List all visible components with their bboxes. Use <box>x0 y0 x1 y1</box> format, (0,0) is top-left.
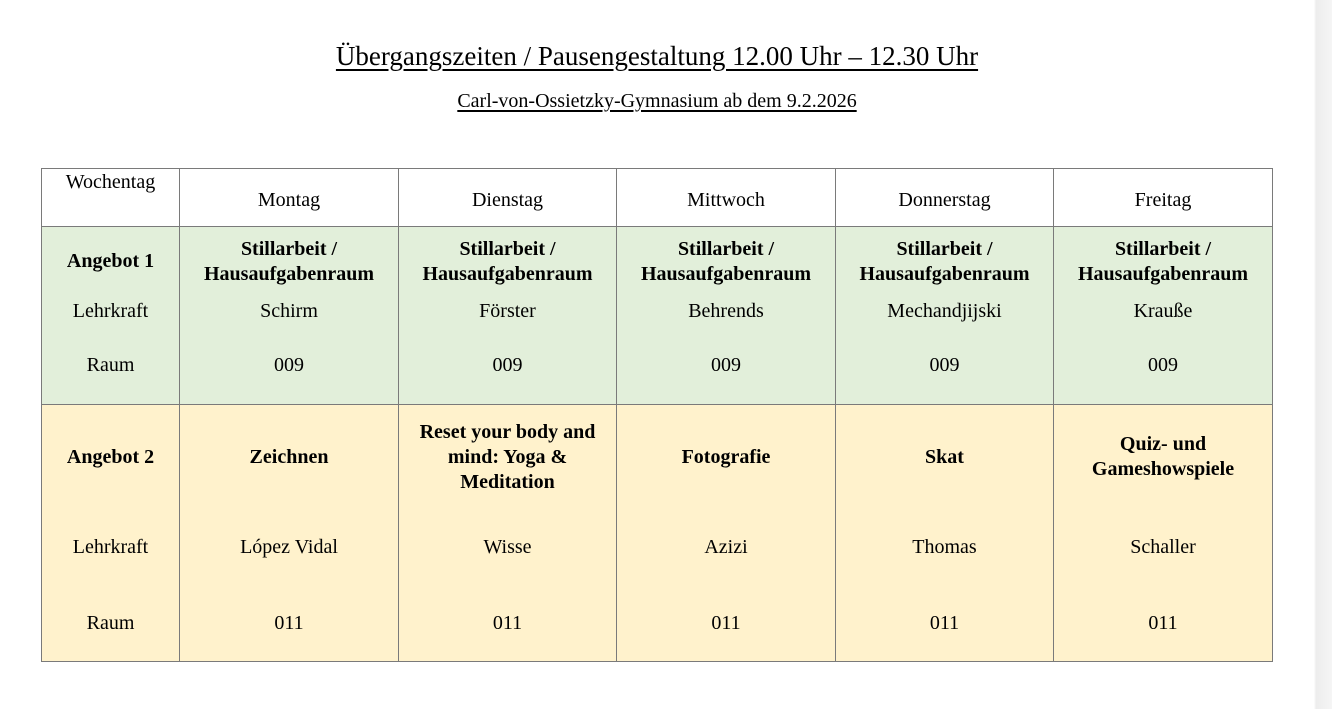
teacher-label: Lehrkraft <box>42 510 180 586</box>
offer2-wednesday: Fotografie <box>617 405 836 510</box>
offer2-thursday: Skat <box>836 405 1054 510</box>
teacher-cell: Schirm <box>180 297 399 327</box>
room-cell: 011 <box>1054 586 1273 662</box>
day-header-friday: Freitag <box>1054 169 1273 227</box>
room-label: Raum <box>42 327 180 405</box>
teacher-cell: Thomas <box>836 510 1054 586</box>
room-cell: 009 <box>836 327 1054 405</box>
room-cell: 009 <box>617 327 836 405</box>
day-header-thursday: Donnerstag <box>836 169 1054 227</box>
room-cell: 011 <box>399 586 617 662</box>
teacher-cell: Azizi <box>617 510 836 586</box>
room-cell: 011 <box>180 586 399 662</box>
offer2-tuesday: Reset your body and mind: Yoga & Meditation <box>399 405 617 510</box>
offer1-teacher-row <box>42 297 1273 327</box>
offer2-row <box>42 405 1273 510</box>
page-title: Übergangszeiten / Pausengestaltung 12.00 Uhr – 12.30 Uhr <box>335 41 979 71</box>
room-cell: 009 <box>1054 327 1273 405</box>
offer1-monday: Stillarbeit / Hausaufgabenraum <box>180 227 399 297</box>
day-header-wednesday: Mittwoch <box>617 169 836 227</box>
header-row <box>42 169 1273 227</box>
offer1-tuesday: Stillarbeit / Hausaufgabenraum <box>399 227 617 297</box>
room-cell: 009 <box>399 327 617 405</box>
schedule-table <box>41 168 1273 662</box>
teacher-cell: Behrends <box>617 297 836 327</box>
offer1-row <box>42 227 1273 297</box>
offer1-label: Angebot 1 <box>42 227 180 297</box>
day-header-tuesday: Dienstag <box>399 169 617 227</box>
offer2-monday: Zeichnen <box>180 405 399 510</box>
teacher-cell: Schaller <box>1054 510 1273 586</box>
offer1-wednesday: Stillarbeit / Hausaufgabenraum <box>617 227 836 297</box>
teacher-cell: Förster <box>399 297 617 327</box>
teacher-cell: Krauße <box>1054 297 1273 327</box>
room-label: Raum <box>42 586 180 662</box>
offer2-friday: Quiz- und Gameshowspiele <box>1054 405 1273 510</box>
page-subtitle: Carl-von-Ossietzky-Gymnasium ab dem 9.2.2026 <box>457 90 857 112</box>
weekday-header: Wochentag <box>42 169 180 227</box>
teacher-cell: Mechandjijski <box>836 297 1054 327</box>
teacher-label: Lehrkraft <box>42 297 180 327</box>
offer1-room-row <box>42 327 1273 405</box>
room-cell: 011 <box>617 586 836 662</box>
room-cell: 009 <box>180 327 399 405</box>
offer2-room-row <box>42 586 1273 662</box>
room-cell: 011 <box>836 586 1054 662</box>
teacher-cell: Wisse <box>399 510 617 586</box>
offer2-label: Angebot 2 <box>42 405 180 510</box>
teacher-cell: López Vidal <box>180 510 399 586</box>
offer1-thursday: Stillarbeit / Hausaufgabenraum <box>836 227 1054 297</box>
window-edge <box>1314 0 1332 709</box>
day-header-monday: Montag <box>180 169 399 227</box>
offer1-friday: Stillarbeit / Hausaufgabenraum <box>1054 227 1273 297</box>
offer2-teacher-row <box>42 510 1273 586</box>
